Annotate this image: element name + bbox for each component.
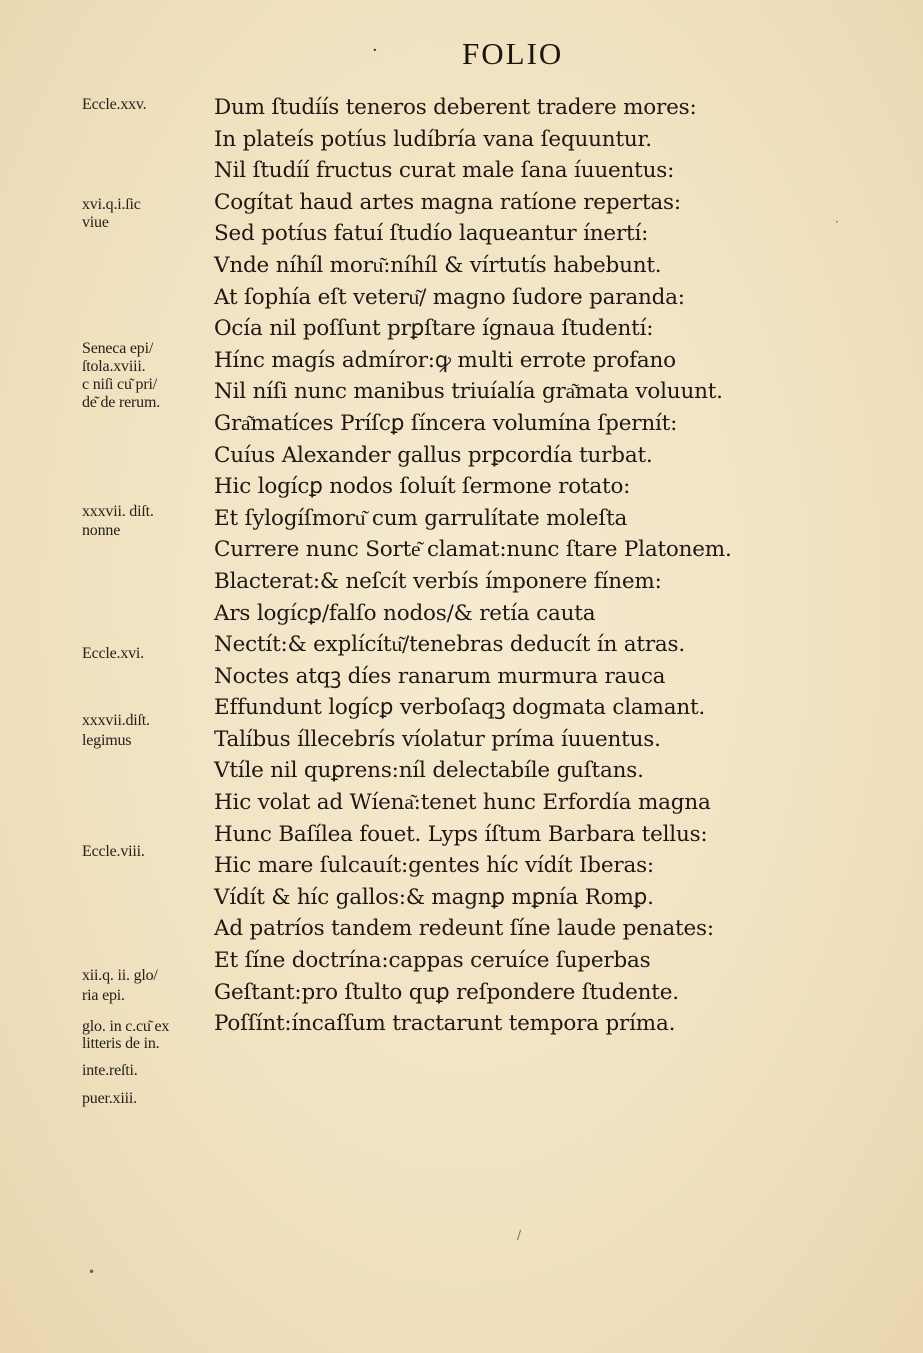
margin-note: puer.xiii. <box>82 1090 137 1107</box>
margin-note: Eccle.xvi. <box>82 645 144 662</box>
verse-line: Cogítat haud artes magna ratíone repertas: <box>214 189 681 215</box>
verse-line: Cuíus Alexander gallus prꝑcordía turbat. <box>214 442 653 468</box>
marginalia-column <box>0 0 220 1353</box>
verse-line: Poſſínt:íncaſſum tractarunt tempora príma. <box>214 1011 676 1037</box>
margin-note: c niſi cu͂ pri/ <box>82 376 157 393</box>
margin-note: de͂ de rerum. <box>82 394 161 411</box>
margin-note: xxxvii. diſt. <box>82 503 154 520</box>
verse-line: Hínc magís admíror:ꝙ multi errote profano <box>214 347 676 373</box>
verse-line: Nectít:& explícítu͂/tenebras deducít ín atras. <box>214 632 685 658</box>
verse-block <box>214 92 854 1040</box>
margin-note: xxxvii.diſt. <box>82 712 150 729</box>
verse-line: Ocía nil poſſunt prꝑſtare ígnaua ſtudentí: <box>214 316 654 342</box>
margin-note: xvi.q.i.ſic <box>82 196 141 213</box>
margin-note: legimus <box>82 732 132 749</box>
verse-line: Nil níſi nunc manibus triuíalía gra͂mata voluunt. <box>214 379 723 405</box>
verse-line: Talíbus íllecebrís víolatur príma íuuentus. <box>214 726 661 752</box>
margin-note: Eccle.xxv. <box>82 96 147 113</box>
margin-note: inte.reſti. <box>82 1062 138 1079</box>
header-dot: · <box>372 40 378 61</box>
verse-line: Nil ſtudíí fructus curat male ſana íuuentus: <box>214 158 675 184</box>
margin-note: Eccle.viii. <box>82 843 145 860</box>
verse-line: Et ſylogíſmoru͂ cum garrulítate moleſta <box>214 505 628 531</box>
margin-note: litteris de in. <box>82 1035 160 1052</box>
verse-line: Et ſíne doctrína:cappas ceruíce ſuperbas <box>214 948 651 974</box>
folio-heading: FOLIO <box>462 36 564 71</box>
verse-line: Hic mare ſulcauít:gentes híc vídít Iberas: <box>214 853 654 879</box>
verse-line: Ars logícꝑ/falſo nodos/& retía cauta <box>214 600 596 626</box>
margin-note: xii.q. ii. glo/ <box>82 967 158 984</box>
margin-note: ſtola.xviii. <box>82 358 146 375</box>
verse-line: Hunc Baſílea fouet. Lyps íſtum Barbara tellus: <box>214 821 708 847</box>
verse-line: Vnde níhíl moru͂:níhíl & vírtutís habebunt. <box>214 252 662 278</box>
verse-line: Vtíle nil quꝑrens:níl delectabíle guſtans. <box>214 758 644 784</box>
margin-note: viue <box>82 214 109 231</box>
margin-note: ria epi. <box>82 987 125 1004</box>
verse-line: Sed potíus fatuí ſtudío laqueantur ínertí: <box>214 221 649 247</box>
verse-line: Currere nunc Sorte͂ clamat:nunc ſtare Platonem. <box>214 537 732 563</box>
margin-note: Seneca epi/ <box>82 340 154 357</box>
verse-line: Dum ſtudíís teneros deberent tradere mores: <box>214 95 697 120</box>
margin-note: nonne <box>82 522 121 539</box>
margin-note: glo. in c.cu͂ ex <box>82 1018 170 1035</box>
verse-line: Ad patríos tandem redeunt ſíne laude penates: <box>214 916 714 942</box>
paper-speck: • <box>88 1265 96 1279</box>
verse-line: Hic volat ad Wíena͂:tenet hunc Erfordía magna <box>214 790 711 816</box>
verse-line: At ſophía eſt veteru͂/ magno ſudore paranda: <box>214 284 685 310</box>
verse-line: Vídít & híc gallos:& magnꝑ mꝑnía Romꝑ. <box>214 884 654 910</box>
verse-line: Effundunt logícꝑ verboſaqꝫ dogmata clamant. <box>214 695 706 721</box>
paper-speck: / <box>517 1228 522 1242</box>
paper-speck: · <box>835 215 839 229</box>
verse-line: Gra͂matíces Príſcꝑ ſíncera volumína ſpernít: <box>214 410 678 436</box>
verse-line: Noctes atqꝫ díes ranarum murmura rauca <box>214 663 666 689</box>
verse-line: Hic logícꝑ nodos ſoluít ſermone rotato: <box>214 474 631 500</box>
verse-line: In plateís potíus ludíbría vana ſequuntur. <box>214 126 652 152</box>
verse-line: Blacterat:& neſcít verbís ímponere fínem: <box>214 568 662 594</box>
verse-line: Geſtant:pro ſtulto quꝑ reſpondere ſtudente. <box>214 979 679 1005</box>
